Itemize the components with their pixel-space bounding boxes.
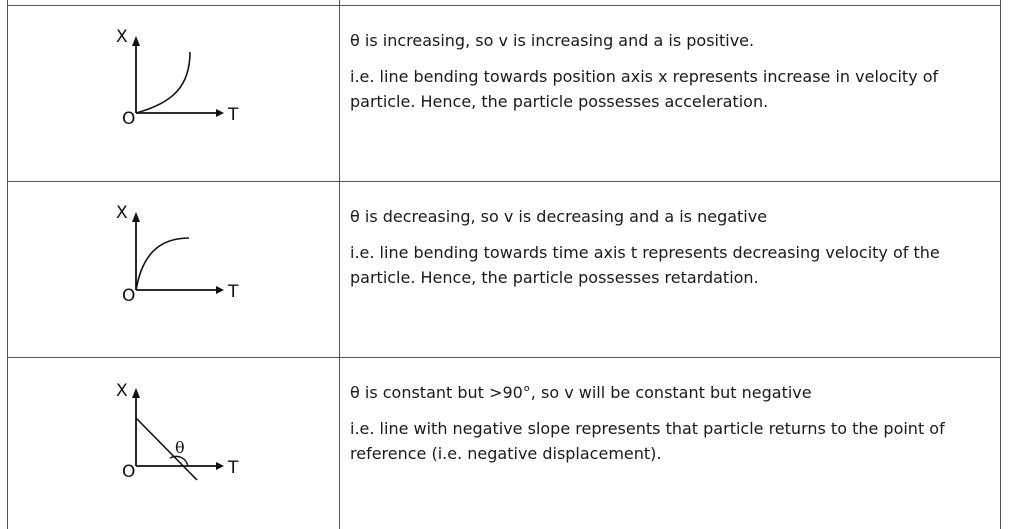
theta-label: θ [175, 438, 185, 457]
curve [136, 238, 189, 290]
position-time-graph-increasing [8, 6, 339, 181]
description-line-1: θ is increasing, so v is increasing and a is positive. [350, 31, 755, 50]
graph-svg [8, 358, 339, 529]
x-axis-label: T [228, 282, 239, 302]
y-axis-label: X [116, 203, 128, 223]
motion-graph-table [7, 0, 1001, 529]
position-time-graph-negative-slope [8, 358, 339, 529]
graph-svg [8, 182, 339, 357]
position-time-graph-decreasing [8, 182, 339, 357]
description-line-2: i.e. line bending towards time axis t represents decreasing velocity of the particle. Hence, the particle possesses retardation. [350, 243, 940, 287]
description-line-1: θ is constant but >90°, so v will be constant but negative [350, 383, 812, 402]
y-axis-label: X [116, 27, 128, 47]
table-row [8, 182, 1000, 357]
description-line-2: i.e. line bending towards position axis x represents increase in velocity of particle. Hence, the particle possesses acceleration. [350, 67, 939, 111]
description-cell [350, 182, 995, 290]
origin-label: O [122, 462, 136, 482]
curve [136, 52, 190, 113]
y-axis-label: X [116, 381, 128, 401]
description-cell [350, 358, 995, 466]
origin-label: O [122, 109, 136, 129]
negative-slope-line [136, 418, 197, 480]
description-cell [350, 6, 995, 114]
x-axis-label: T [228, 105, 239, 125]
table-row [8, 6, 1000, 181]
description-line-2: i.e. line with negative slope represents that particle returns to the point of reference (i.e. negative displacement). [350, 419, 945, 463]
description-line-1: θ is decreasing, so v is decreasing and a is negative [350, 207, 768, 226]
graph-svg [8, 6, 339, 181]
x-axis-label: T [228, 458, 239, 478]
table-row [8, 358, 1000, 529]
origin-label: O [122, 286, 136, 306]
